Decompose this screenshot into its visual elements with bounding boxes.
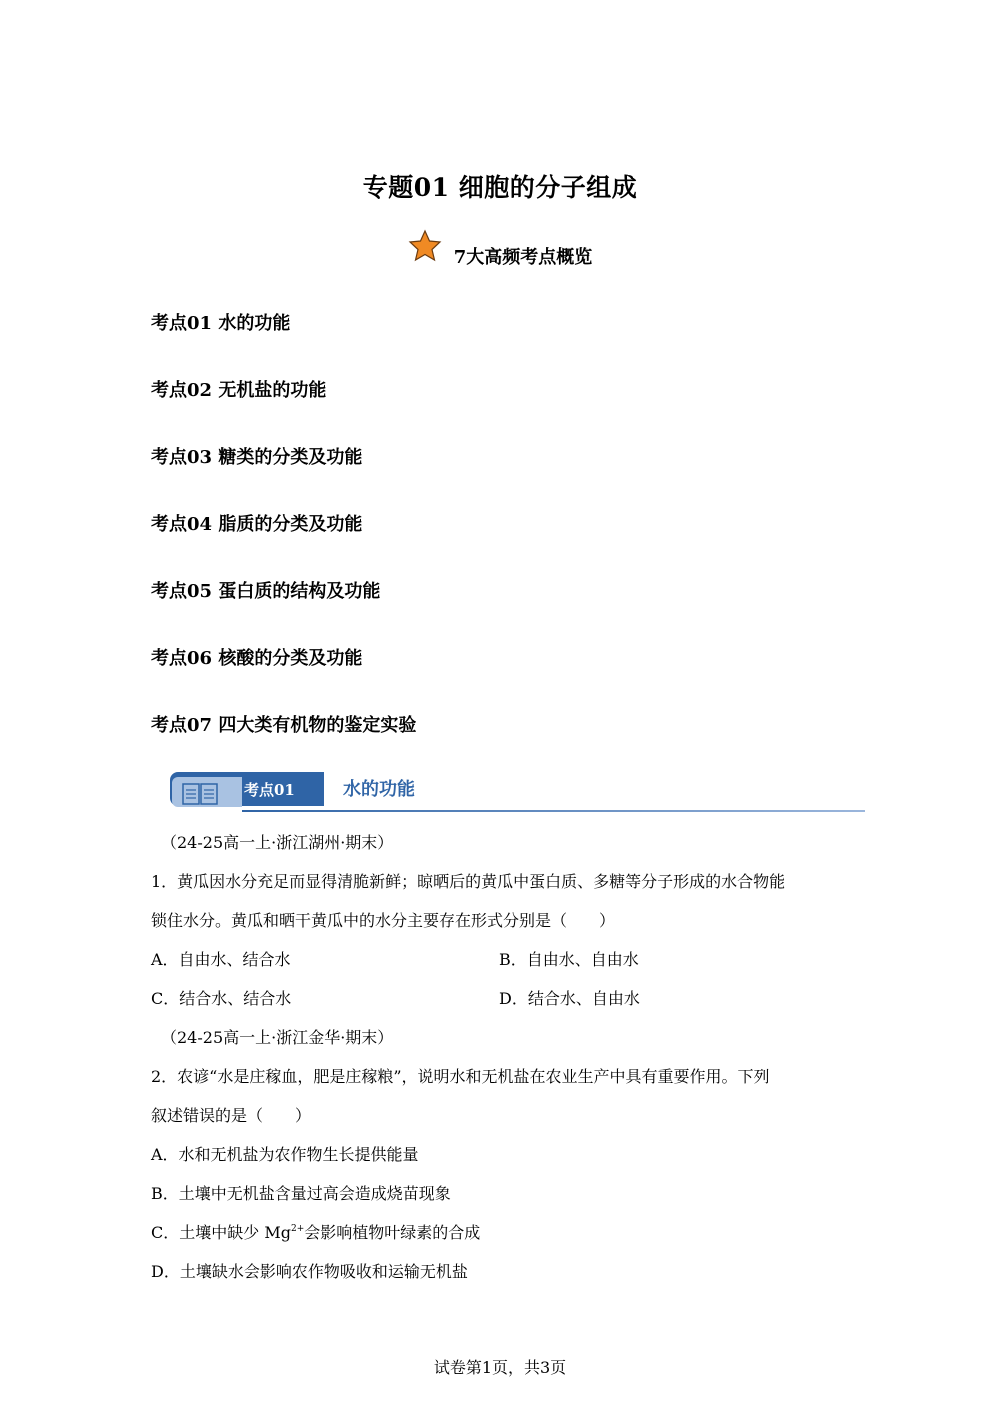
option-row: [151, 979, 861, 1018]
overview-label: 7大高频考点概览: [453, 247, 593, 268]
page-footer: 试卷第1页，共3页: [433, 1358, 567, 1377]
section-underline: [242, 810, 865, 812]
topic-item: 考点01 水的功能: [151, 313, 291, 334]
option-c-text-rest: 会影响植物叶绿素的合成: [304, 1223, 481, 1242]
question-source: （24-25高一上·浙江金华·期末）: [161, 1028, 394, 1047]
option-b: B．土壤中无机盐含量过高会造成烧苗现象: [151, 1184, 451, 1203]
topic-list: [151, 310, 416, 779]
option-row: [151, 940, 861, 979]
option-d: D．土壤缺水会影响农作物吸收和运输无机盐: [151, 1262, 468, 1281]
topic-item: 考点04 脂质的分类及功能: [151, 514, 363, 535]
topic-item: 考点02 无机盐的功能: [151, 380, 327, 401]
charge-superscript: 2+: [290, 1224, 305, 1234]
question-stem-line: 叙述错误的是（ ）: [151, 1106, 312, 1125]
question-stem-line: 2．农谚“水是庄稼血，肥是庄稼粮”，说明水和无机盐在农业生产中具有重要作用。下列: [151, 1067, 770, 1086]
question-stem-line: 锁住水分。黄瓜和晒干黄瓜中的水分主要存在形式分别是（ ）: [151, 911, 616, 930]
option-b: B．自由水、自由水: [499, 950, 639, 969]
book-icon: [182, 783, 218, 805]
option-a: A．自由水、结合水: [151, 950, 291, 969]
option-d: D．结合水、自由水: [499, 989, 640, 1008]
overview-heading: [0, 228, 1000, 278]
option-c: C．结合水、结合水: [151, 989, 292, 1008]
option-a: A．水和无机盐为农作物生长提供能量: [151, 1145, 419, 1164]
question-stem-line: 1．黄瓜因水分充足而显得清脆新鲜；晾晒后的黄瓜中蛋白质、多糖等分子形成的水合物能: [151, 872, 786, 891]
topic-item: 考点05 蛋白质的结构及功能: [151, 581, 381, 602]
question-2: [151, 1018, 861, 1291]
option-c: [151, 1213, 861, 1252]
question-1: [151, 823, 861, 1018]
option-c-text: C．土壤中缺少 Mg: [151, 1223, 291, 1242]
topic-item: 考点03 糖类的分类及功能: [151, 447, 363, 468]
question-source: （24-25高一上·浙江湖州·期末）: [161, 833, 394, 852]
section-banner: [170, 770, 870, 815]
section-title: 水的功能: [343, 779, 415, 800]
star-icon: [408, 229, 442, 263]
section-badge-label: 考点01: [244, 781, 295, 799]
page-title: 专题01 细胞的分子组成: [362, 173, 638, 202]
topic-item: 考点07 四大类有机物的鉴定实验: [151, 715, 417, 736]
topic-item: 考点06 核酸的分类及功能: [151, 648, 363, 669]
